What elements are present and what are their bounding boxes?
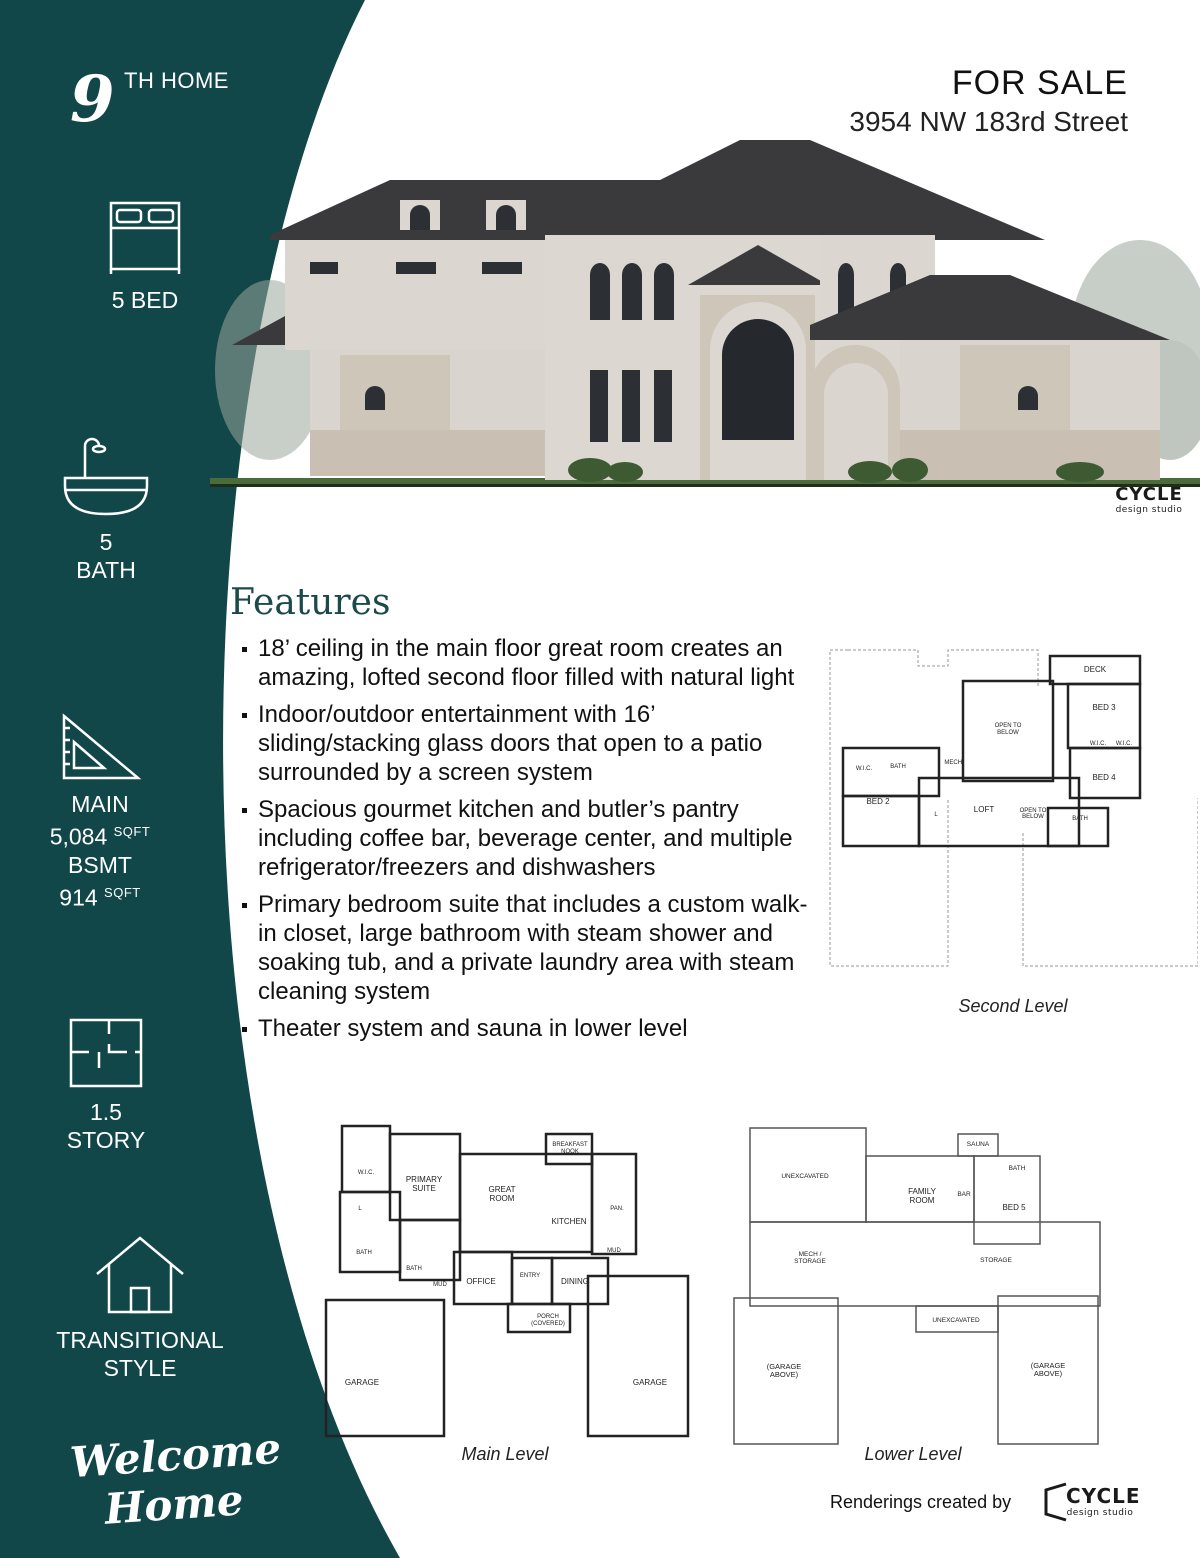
story-stat — [46, 1018, 166, 1154]
house-rendering — [210, 140, 1200, 492]
home-number-suffix: TH HOME — [124, 68, 229, 93]
fp2-open2-top: OPEN TO — [1019, 808, 1047, 814]
fp2-l: L — [934, 812, 938, 818]
fp-lower-bed5: BED 5 — [1002, 1203, 1026, 1212]
fp-lower-garage-l-top: (GARAGE — [766, 1362, 802, 1371]
features-heading: Features — [230, 582, 391, 623]
bed-label: 5 BED — [111, 287, 179, 313]
home-number: 9 — [70, 62, 115, 137]
sqft-stat — [30, 712, 170, 911]
style-line-2: STYLE — [103, 1355, 177, 1381]
fp2-bed4: BED 4 — [1092, 773, 1116, 782]
fp-main-office: OFFICE — [466, 1277, 496, 1286]
features-list — [240, 634, 810, 1051]
fp2-bed2: BED 2 — [866, 797, 890, 806]
fp-lower-family-bottom: ROOM — [909, 1196, 935, 1205]
bath-stat — [46, 434, 166, 584]
fp2-loft: LOFT — [973, 805, 995, 814]
fp-main-great-top: GREAT — [488, 1185, 516, 1194]
property-address: 3954 NW 183rd Street — [849, 106, 1128, 137]
fp-main-mud-2: MUD — [433, 1282, 447, 1288]
fp-main-great-bottom: ROOM — [489, 1194, 515, 1203]
fp-main-bath: BATH — [356, 1250, 372, 1256]
fp-lower-garage-r-top: (GARAGE — [1030, 1361, 1066, 1370]
fp2-wic: W.I.C. — [1089, 741, 1107, 747]
bed-stat — [80, 200, 210, 314]
bathtub-icon — [61, 434, 151, 520]
fp-main-entry: ENTRY — [519, 1273, 541, 1279]
bsmt-sqft-value: 914 — [59, 884, 98, 911]
cycle-logo-subtitle: design studio — [1115, 505, 1183, 515]
cycle-logo-bottom-subtitle: design studio — [1066, 1508, 1134, 1518]
fp-main-porch-bottom: (COVERED) — [531, 1321, 565, 1327]
feature-item: Indoor/outdoor entertainment with 16’ sliding/stacking glass doors that open to a patio surrounded by a screen system — [240, 700, 810, 787]
fp2-open-bottom: BELOW — [997, 730, 1019, 736]
fp-lower-mech-top: MECH / — [798, 1251, 822, 1258]
fp-main-garage-right: GARAGE — [632, 1378, 668, 1387]
floorplan-icon — [69, 1018, 143, 1088]
fp-main-breakfast-bottom: NOOK — [561, 1149, 579, 1155]
bed-icon — [107, 200, 183, 276]
second-level-floorplan — [828, 648, 1198, 968]
main-level-floorplan — [320, 1116, 692, 1446]
fp2-deck: DECK — [1083, 665, 1107, 674]
fp2-mech: MECH. — [944, 760, 964, 766]
fp-lower-garage-l-bottom: ABOVE) — [769, 1370, 799, 1379]
fp-main-garage-left: GARAGE — [344, 1378, 380, 1387]
renderings-credit: Renderings created by — [830, 1492, 1012, 1512]
house-icon — [93, 1234, 187, 1316]
main-sqft-value: 5,084 — [49, 823, 108, 850]
fp-main-mud: MUD — [607, 1248, 621, 1254]
fp-main-primary-top: PRIMARY — [405, 1175, 443, 1184]
fp-main-dining: DINING — [561, 1277, 589, 1286]
bsmt-sqft — [30, 879, 170, 912]
fp-main-pan: PAN. — [610, 1206, 624, 1212]
main-level-caption: Main Level — [461, 1444, 549, 1464]
fp-lower-bath: BATH — [1008, 1165, 1026, 1172]
style-line-1: TRANSITIONAL — [56, 1327, 224, 1353]
feature-item: Theater system and sauna in lower level — [240, 1014, 810, 1043]
fp-lower-garage-r-bottom: ABOVE) — [1033, 1369, 1063, 1378]
fp-lower-family-top: FAMILY — [908, 1187, 936, 1196]
lower-level-floorplan — [730, 1126, 1106, 1446]
feature-item: Spacious gourmet kitchen and butler’s pantry including coffee bar, beverage center, and multiple refrigerator/freezers and dishwashers — [240, 795, 810, 882]
cycle-logo-top — [1114, 484, 1184, 515]
fp2-open-top: OPEN TO — [994, 723, 1022, 729]
style-stat — [40, 1234, 240, 1382]
fp-lower-unexcavated: UNEXCAVATED — [781, 1173, 829, 1180]
fp-main-primary-bottom: SUITE — [412, 1184, 436, 1193]
bath-label: BATH — [76, 557, 136, 583]
triangle-ruler-icon — [58, 712, 142, 782]
fp-lower-unexcavated-2: UNEXCAVATED — [932, 1317, 980, 1324]
story-count: 1.5 — [90, 1099, 122, 1125]
fp2-wic-3: W.I.C. — [855, 766, 873, 772]
main-label: MAIN — [71, 791, 129, 817]
fp-main-breakfast-top: BREAKFAST — [552, 1142, 588, 1148]
feature-item: Primary bedroom suite that includes a custom walk-in closet, large bathroom with steam shower and soaking tub, and a private laundry area with steam cleaning system — [240, 890, 810, 1006]
lower-level-caption: Lower Level — [864, 1444, 962, 1464]
fp2-open2-bottom: BELOW — [1022, 814, 1044, 820]
feature-item: 18’ ceiling in the main floor great room creates an amazing, lofted second floor filled with natural light — [240, 634, 810, 692]
cycle-logo-bottom — [1066, 1484, 1141, 1518]
fp-lower-mech-bottom: STORAGE — [794, 1258, 826, 1265]
cycle-logo-bottom-word: CYCLE — [1066, 1484, 1141, 1508]
fp2-wic-2: W.I.C. — [1115, 741, 1133, 747]
fp2-bath-2: BATH — [1072, 816, 1088, 822]
fp2-bed3: BED 3 — [1092, 703, 1116, 712]
main-sqft — [30, 818, 170, 851]
fp-main-porch-top: PORCH — [537, 1314, 559, 1320]
fp-main-wic: W.I.C. — [357, 1170, 375, 1176]
fp-main-bath-2: BATH — [406, 1266, 422, 1272]
welcome-line-1: Welcome — [68, 1423, 283, 1488]
fp-main-l: L — [358, 1206, 362, 1212]
welcome-line-2: Home — [102, 1475, 245, 1534]
bsmt-label: BSMT — [68, 851, 132, 878]
fp-main-kitchen: KITCHEN — [551, 1217, 587, 1226]
main-sqft-unit: SQFT — [113, 824, 151, 839]
bath-count: 5 — [99, 529, 113, 555]
fp-lower-storage: STORAGE — [980, 1257, 1012, 1264]
second-level-caption: Second Level — [958, 996, 1068, 1016]
bsmt-sqft-unit: SQFT — [104, 884, 141, 900]
fp-lower-bar: BAR — [957, 1191, 971, 1198]
listing-status: FOR SALE — [951, 64, 1128, 102]
story-label: STORY — [66, 1127, 146, 1153]
fp2-bath: BATH — [890, 764, 906, 770]
fp-lower-sauna: SAUNA — [966, 1141, 990, 1148]
cycle-logo-word: CYCLE — [1115, 484, 1183, 505]
